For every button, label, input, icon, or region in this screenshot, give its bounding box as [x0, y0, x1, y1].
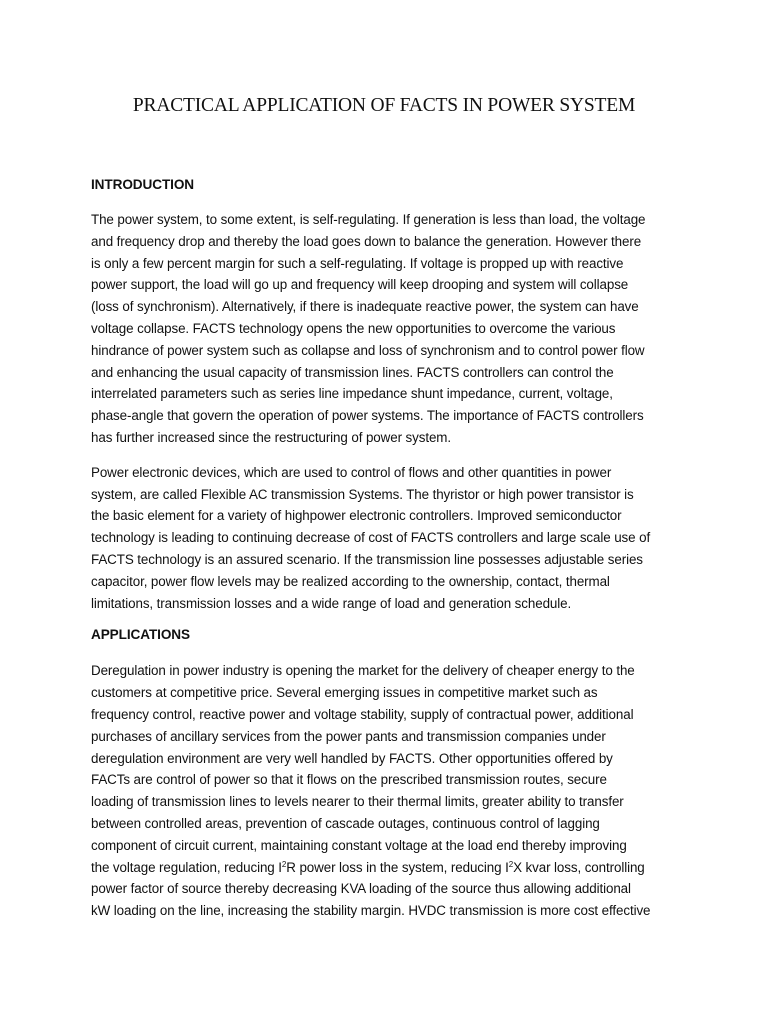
paragraph-line: limitations, transmission losses and a wide range of load and generation schedule.	[91, 595, 572, 611]
paragraph-line: kW loading on the line, increasing the stability margin. HVDC transmission is more cost effective	[91, 903, 651, 919]
superscript-2: 2	[281, 859, 287, 869]
paragraph-line: has further increased since the restructuring of power system.	[91, 429, 451, 445]
introduction-paragraph-1	[91, 209, 691, 449]
paragraph-line: customers at competitive price. Several emerging issues in competitive market such as	[91, 685, 598, 701]
line-text-segment: R power loss in the system, reducing I	[286, 859, 509, 875]
paragraph-line: the basic element for a variety of highpower electronic controllers. Improved semiconductor	[91, 508, 622, 524]
paragraph-line: deregulation environment are very well handled by FACTS. Other opportunities offered by	[91, 750, 613, 766]
document-body	[91, 175, 691, 922]
paragraph-line: technology is leading to continuing decrease of cost of FACTS controllers and large scale use of	[91, 530, 651, 546]
paragraph-line: power factor of source thereby decreasing KVA loading of the source thus allowing additional	[91, 881, 631, 897]
introduction-paragraph-2	[91, 462, 691, 615]
paragraph-line: and enhancing the usual capacity of transmission lines. FACTS controllers can control the	[91, 364, 614, 380]
paragraph-line: hindrance of power system such as collapse and loss of synchronism and to control power flow	[91, 342, 645, 358]
superscript-2: 2	[508, 859, 514, 869]
paragraph-line: loading of transmission lines to levels nearer to their thermal limits, greater ability to transfer	[91, 794, 624, 810]
line-text-segment: the voltage regulation, reducing I	[91, 859, 282, 875]
paragraph-line-with-superscripts	[91, 857, 691, 879]
paragraph-line: (loss of synchronism). Alternatively, if there is inadequate reactive power, the system can have	[91, 299, 639, 315]
paragraph-line: interrelated parameters such as series line impedance shunt impedance, current, voltage,	[91, 386, 613, 402]
paragraph-line: phase-angle that govern the operation of power systems. The importance of FACTS controllers	[91, 408, 644, 424]
paragraph-line: is only a few percent margin for such a self-regulating. If voltage is propped up with reactive	[91, 255, 624, 271]
applications-paragraph-1	[91, 660, 691, 922]
paragraph-line: purchases of ancillary services from the power pants and transmission companies under	[91, 728, 606, 744]
paragraph-line: The power system, to some extent, is self-regulating. If generation is less than load, the voltage	[91, 212, 646, 227]
document-title: PRACTICAL APPLICATION OF FACTS IN POWER SYSTEM	[132, 95, 636, 116]
paragraph-line: capacitor, power flow levels may be realized according to the ownership, contact, thermal	[91, 573, 610, 589]
section-heading-introduction: INTRODUCTION	[91, 177, 195, 192]
paragraph-line: frequency control, reactive power and voltage stability, supply of contractual power, additional	[91, 706, 634, 722]
paragraph-line: Deregulation in power industry is opening the market for the delivery of cheaper energy to the	[91, 663, 635, 679]
paragraph-line: system, are called Flexible AC transmission Systems. The thyristor or high power transistor is	[91, 486, 634, 502]
line-text-segment: X kvar loss, controlling	[513, 859, 645, 875]
paragraph-line: Power electronic devices, which are used to control of flows and other quantities in power	[91, 464, 612, 480]
section-heading-applications: APPLICATIONS	[91, 627, 190, 643]
paragraph-line: FACTs are control of power so that it flows on the prescribed transmission routes, secure	[91, 772, 607, 788]
paragraph-line: component of circuit current, maintaining constant voltage at the load end thereby improving	[91, 837, 627, 853]
paragraph-line: power support, the load will go up and frequency will keep drooping and system will collapse	[91, 277, 629, 293]
paragraph-line: voltage collapse. FACTS technology opens the new opportunities to overcome the various	[91, 320, 616, 336]
paragraph-line: and frequency drop and thereby the load goes down to balance the generation. However there	[91, 233, 642, 249]
paragraph-line: FACTS technology is an assured scenario. If the transmission line possesses adjustable series	[91, 551, 643, 567]
paragraph-line: between controlled areas, prevention of cascade outages, continuous control of lagging	[91, 815, 600, 831]
